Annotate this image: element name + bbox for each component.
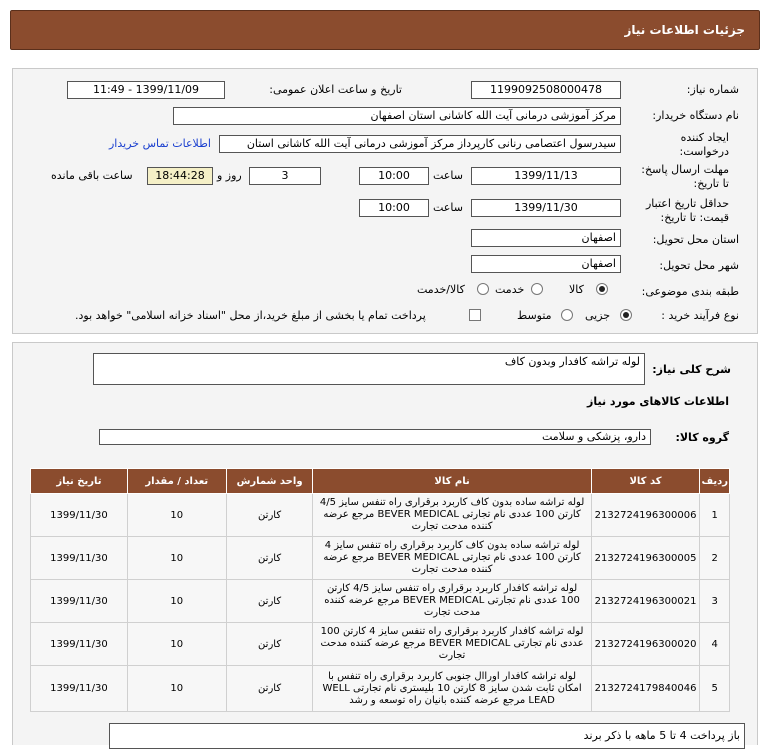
table-row [31, 580, 730, 623]
announce-label: تاریخ و ساعت اعلان عمومی: [269, 83, 402, 96]
table-row [31, 537, 730, 580]
process-radio-minor[interactable] [620, 309, 632, 321]
validity-time-label: ساعت [433, 201, 463, 214]
goods-quantity: 10 [127, 666, 226, 712]
treasury-payment-checkbox[interactable] [469, 309, 481, 321]
deadline-time-field: 10:00 [359, 167, 429, 185]
page-title: جزئیات اطلاعات نیاز [624, 23, 745, 37]
buyer-label: نام دستگاه خریدار: [652, 109, 739, 122]
col-header-quantity: تعداد / مقدار [127, 469, 226, 494]
goods-quantity: 10 [127, 537, 226, 580]
goods-quantity: 10 [127, 494, 226, 537]
goods-code: 2132724196300020 [591, 623, 700, 666]
validity-label-1: حداقل تاریخ اعتبار [645, 197, 729, 210]
deadline-label-1: مهلت ارسال پاسخ: [641, 163, 729, 176]
goods-date: 1399/11/30 [31, 666, 128, 712]
goods-quantity: 10 [127, 623, 226, 666]
goods-unit: کارتن [226, 623, 313, 666]
buyer-field: مرکز آموزشی درمانی آیت الله کاشانی استان اصفهان [173, 107, 621, 125]
goods-date: 1399/11/30 [31, 623, 128, 666]
days-remaining-field: 3 [249, 167, 321, 185]
days-label: روز و [217, 169, 242, 182]
goods-group-field: دارو، پزشکی و سلامت [99, 429, 651, 445]
time-remaining-field: 18:44:28 [147, 167, 213, 185]
col-header-row-number: ردیف [700, 469, 730, 494]
page-header [10, 10, 760, 50]
announce-field: 1399/11/09 - 11:49 [67, 81, 225, 99]
deadline-label-2: تا تاریخ: [693, 177, 729, 190]
table-row [31, 623, 730, 666]
goods-date: 1399/11/30 [31, 537, 128, 580]
category-option-service: خدمت [495, 283, 525, 296]
row-number: 2 [700, 537, 730, 580]
treasury-payment-note: پرداخت تمام یا بخشی از مبلغ خرید،از محل "اسناد خزانه اسلامی" خواهد بود. [75, 309, 426, 322]
goods-unit: کارتن [226, 494, 313, 537]
category-option-both: کالا/خدمت [417, 283, 465, 296]
validity-date-field: 1399/11/30 [471, 199, 621, 217]
need-info-panel [12, 68, 758, 334]
goods-table [30, 468, 730, 712]
category-radio-goods[interactable] [596, 283, 608, 295]
goods-code: 2132724196300005 [591, 537, 700, 580]
goods-quantity: 10 [127, 580, 226, 623]
col-header-name: نام کالا [313, 469, 591, 494]
footer-note-field: باز پرداخت 4 تا 5 ماهه با ذکر برند [109, 723, 745, 749]
goods-code: 2132724196300006 [591, 494, 700, 537]
province-label: استان محل تحویل: [652, 233, 739, 246]
deadline-date-field: 1399/11/13 [471, 167, 621, 185]
time-remaining-label: ساعت باقی مانده [51, 169, 133, 182]
deadline-time-label: ساعت [433, 169, 463, 182]
goods-info-title: اطلاعات کالاهای مورد نیاز [587, 395, 729, 408]
goods-name: لوله تراشه کافدار اوراال جنوبی کاربرد برقراری راه تنفس با امکان ثابت شدن سایز 8 کارتن 10 بلیستری نام تجارتی WELL LEAD مرجع عرضه کننده بانیان راه توسعه و رشد [313, 666, 591, 712]
goods-name: لوله تراشه کافدار کاربرد برقراری راه تنفس سایز 4/5 کارتن 100 عددی نام تجارتی BEVER MEDICAL مرجع عرضه کننده مدحت تجارت [313, 580, 591, 623]
creator-label-1: ایجاد کننده [680, 131, 729, 144]
category-label: طبقه بندی موضوعی: [641, 285, 739, 298]
validity-time-field: 10:00 [359, 199, 429, 217]
province-field: اصفهان [471, 229, 621, 247]
row-number: 4 [700, 623, 730, 666]
goods-unit: کارتن [226, 666, 313, 712]
col-header-unit: واحد شمارش [226, 469, 313, 494]
table-row [31, 666, 730, 712]
goods-unit: کارتن [226, 537, 313, 580]
goods-group-label: گروه کالا: [675, 431, 729, 444]
process-option-medium: متوسط [517, 309, 552, 322]
row-number: 1 [700, 494, 730, 537]
goods-date: 1399/11/30 [31, 494, 128, 537]
table-row [31, 494, 730, 537]
process-label: نوع فرآیند خرید : [661, 309, 739, 322]
validity-label-2: قیمت: تا تاریخ: [660, 211, 729, 224]
process-radio-medium[interactable] [561, 309, 573, 321]
process-option-minor: جزیی [585, 309, 611, 322]
goods-name: لوله تراشه ساده بدون کاف کاربرد برقراری راه تنفس سایز 4/5 کارتن 100 عددی نام تجارتی BEVER MEDICAL مرجع عرضه کننده مدحت تجارت [313, 494, 591, 537]
row-number: 3 [700, 580, 730, 623]
category-radio-service[interactable] [531, 283, 543, 295]
category-radio-both[interactable] [477, 283, 489, 295]
goods-name: لوله تراشه ساده بدون کاف کاربرد برقراری راه تنفس سایز 4 کارتن 100 عددی نام تجارتی BEVER MEDICAL مرجع عرضه کننده مدحت تجارت [313, 537, 591, 580]
goods-name: لوله تراشه کافدار کاربرد برقراری راه تنفس سایز 4 کارتن 100 عددی نام تجارتی BEVER MEDICAL مرجع عرضه کننده مدحت تجارت [313, 623, 591, 666]
table-header-row [31, 469, 730, 494]
summary-field: لوله تراشه کافدار وبدون کاف [93, 353, 645, 385]
need-number-field: 1199092508000478 [471, 81, 621, 99]
contact-buyer-link[interactable]: اطلاعات تماس خریدار [109, 137, 211, 150]
row-number: 5 [700, 666, 730, 712]
goods-code: 2132724196300021 [591, 580, 700, 623]
need-number-label: شماره نیاز: [686, 83, 739, 96]
city-label: شهر محل تحویل: [659, 259, 739, 272]
goods-date: 1399/11/30 [31, 580, 128, 623]
category-option-goods: کالا [569, 283, 584, 296]
creator-field: سیدرسول اعتصامی رنانی کارپرداز مرکز آموزشی درمانی آیت الله کاشانی استان [219, 135, 621, 153]
col-header-code: کد کالا [591, 469, 700, 494]
goods-unit: کارتن [226, 580, 313, 623]
goods-code: 2132724179840046 [591, 666, 700, 712]
creator-label-2: درخواست: [679, 145, 729, 158]
city-field: اصفهان [471, 255, 621, 273]
col-header-date: تاریخ نیاز [31, 469, 128, 494]
summary-label: شرح کلی نیاز: [652, 363, 731, 376]
